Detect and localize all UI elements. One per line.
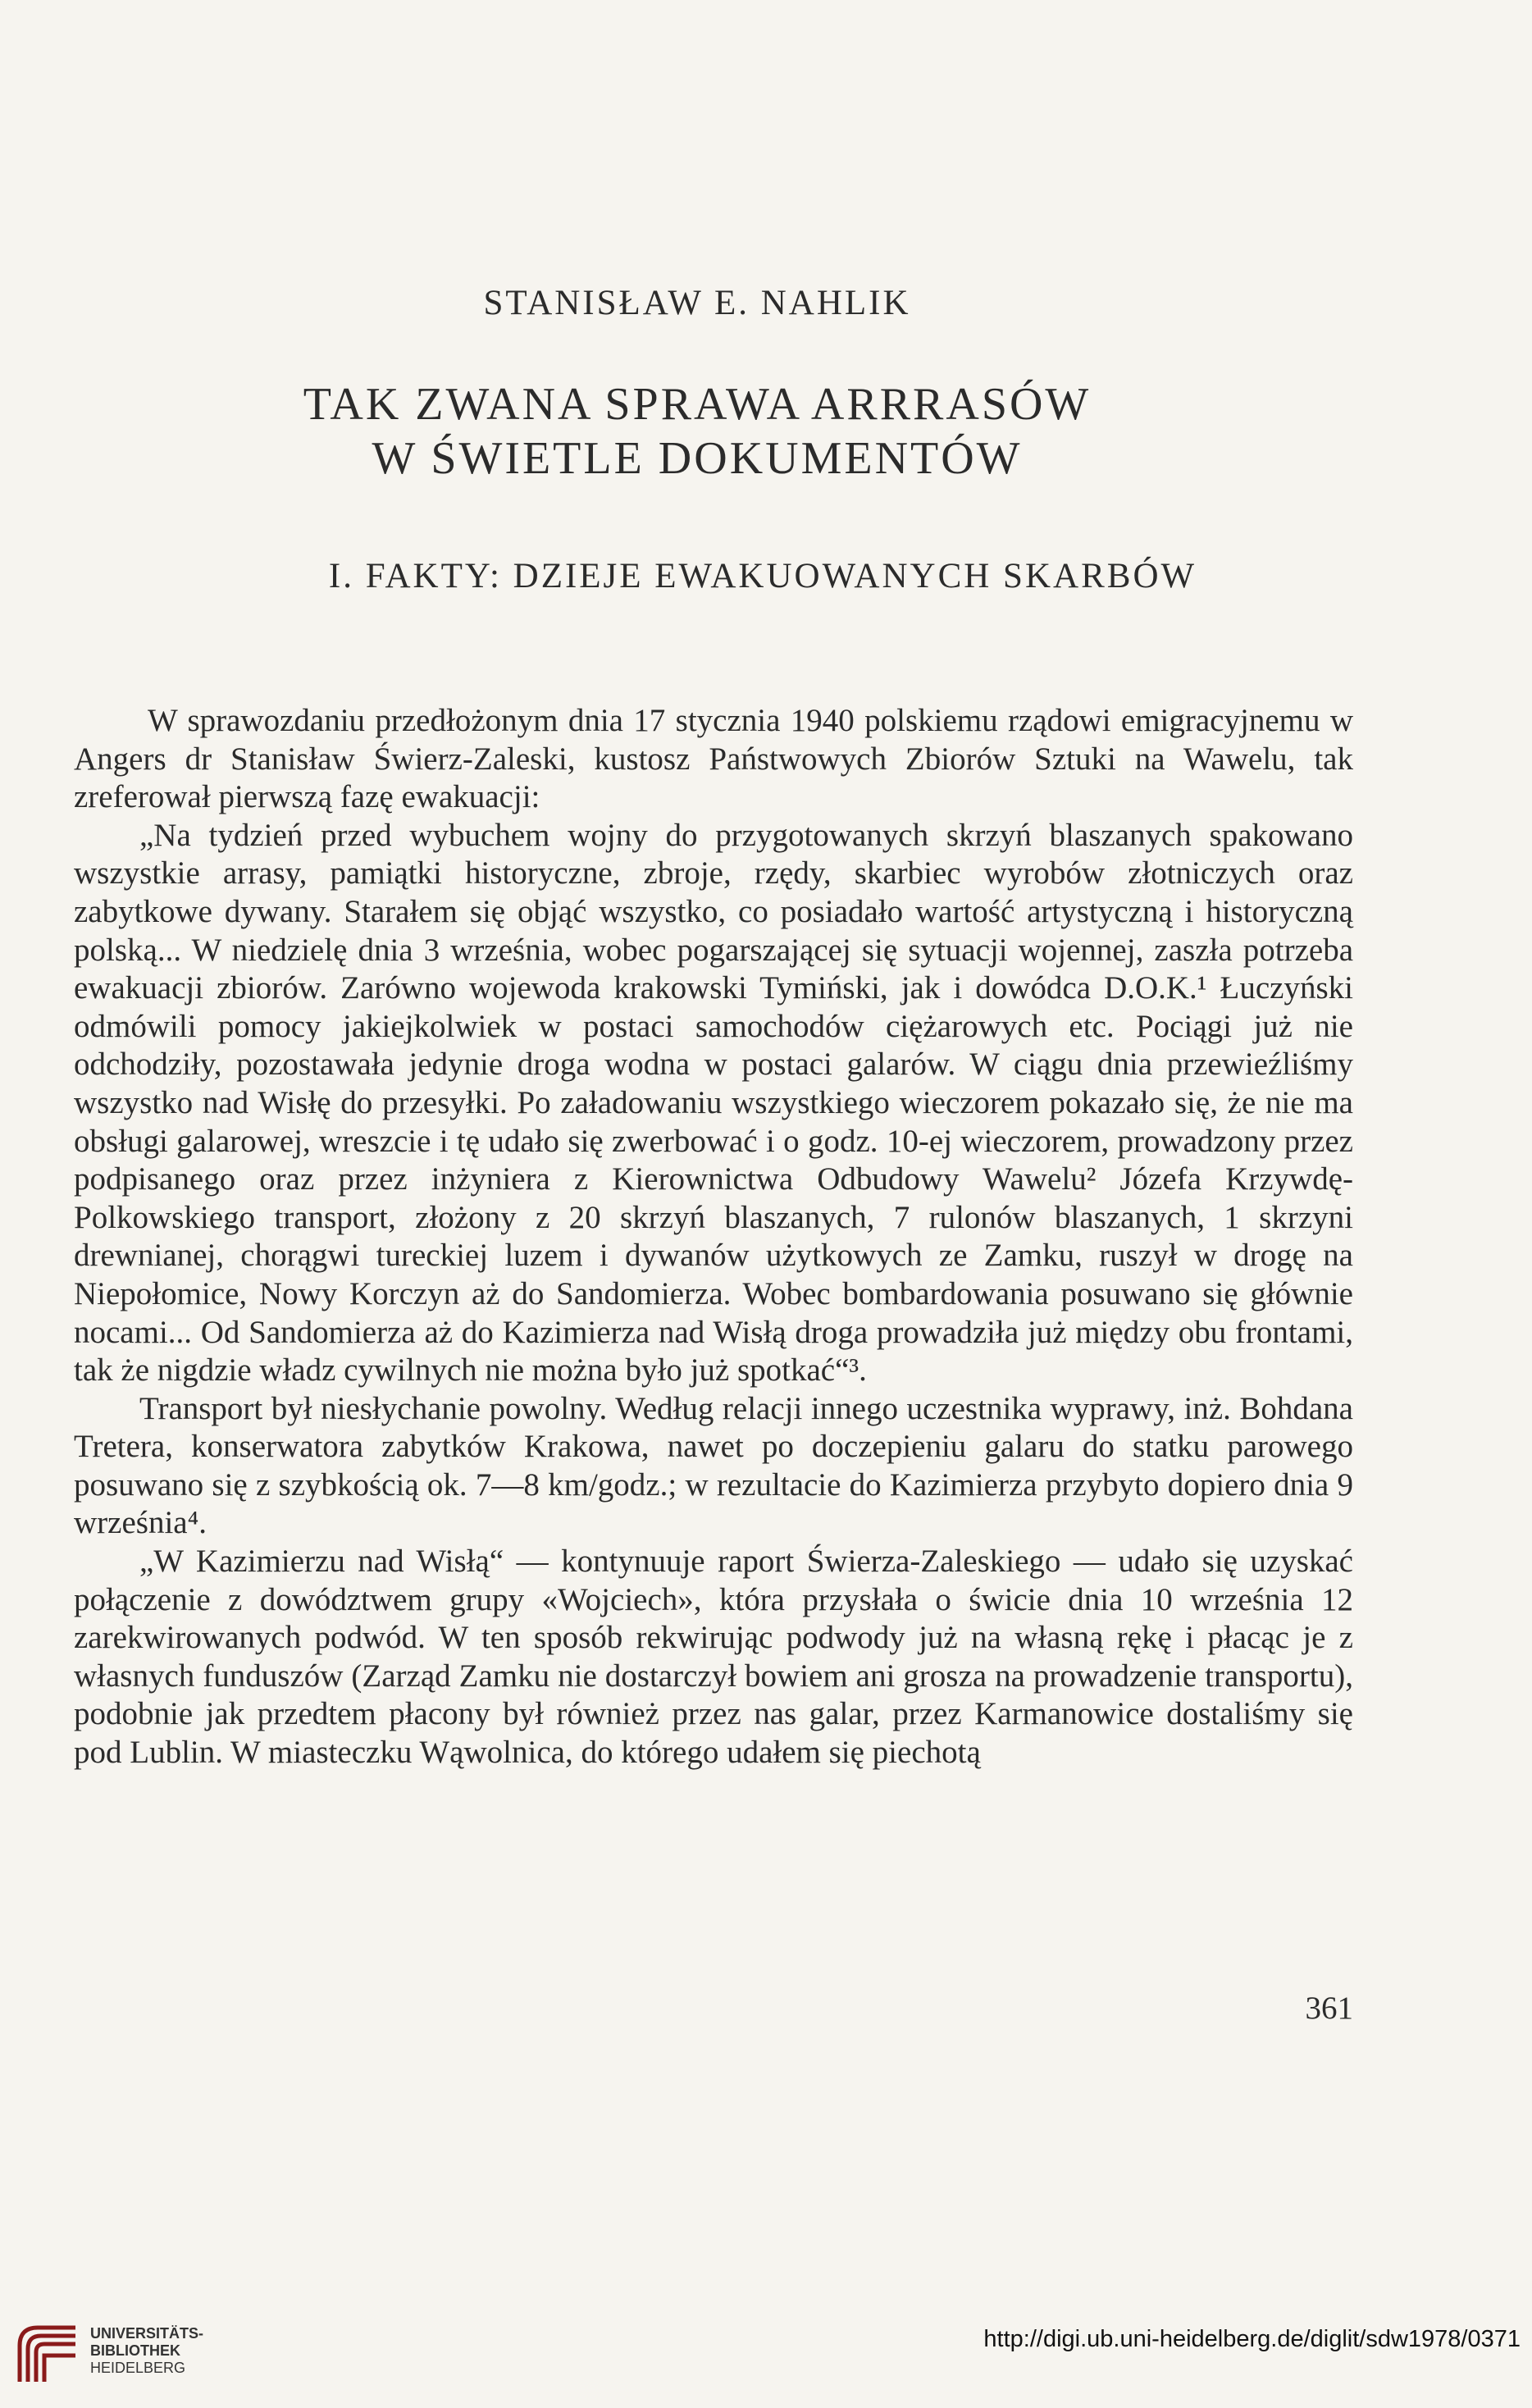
title-line-1: TAK ZWANA SPRAWA ARRRASÓW <box>303 379 1092 430</box>
library-name <box>90 2325 203 2377</box>
source-url-link[interactable]: http://digi.ub.uni-heidelberg.de/diglit/sdw1978/0371 <box>983 2326 1521 2352</box>
paragraph: „W Kazimierzu nad Wisłą“ — kontynuuje raport Świerza-Zaleskiego — udało się uzyskać połączenie z dowództwem grupy «Wojciech», która przysłała o świcie dnia 10 września 12 zarekwirowanych podwód. W ten sposób rekwirując podwody już na własną rękę i płacąc je z własnych funduszów (Zarząd Zamku nie dostarczył bowiem ani grosza na prowadzenie transportu), podobnie jak przedtem płacony był również przez nas galar, przez Karmanowice dostaliśmy się pod Lublin. W miasteczku Wąwolnica, do którego udałem się piechotą <box>74 1544 1353 1771</box>
library-name-line-2: BIBLIOTHEK <box>90 2342 180 2359</box>
body-text <box>74 702 1353 1772</box>
author-name: STANISŁAW E. NAHLIK <box>483 284 911 322</box>
paragraph: W sprawozdaniu przedłożonym dnia 17 stycznia 1940 polskiemu rządowi emigracyjnemu w Angers dr Stanisław Świerz-Zaleski, kustosz Państwowych Zbiorów Sztuki na Wawelu, tak zreferował pierwszą fazę ewakuacji: <box>74 703 1353 815</box>
section-heading: I. FAKTY: DZIEJE EWAKUOWANYCH SKARBÓW <box>328 557 1197 595</box>
library-name-line-1: UNIVERSITÄTS- <box>90 2325 204 2342</box>
library-name-line-3: HEIDELBERG <box>90 2360 186 2376</box>
title-line-2: W ŚWIETLE DOKUMENTÓW <box>372 433 1023 484</box>
paragraph: „Na tydzień przed wybuchem wojny do przygotowanych skrzyń blaszanych spakowano wszystkie arrasy, pamiątki historyczne, zbroje, rzędy, skarbiec wyrobów złotniczych oraz zabytkowe dywany. Starałem się objąć wszystko, co posiadało wartość artystyczną i historyczną polską... W niedzielę dnia 3 września, wobec pogarszającej się sytuacji wojennej, zaszła potrzeba ewakuacji zbiorów. Zarówno wojewoda krakowski Tymiński, jak i dowódca D.O.K.¹ Łuczyński odmówili pomocy jakiejkolwiek w postaci samochodów ciężarowych etc. Pociągi już nie odchodziły, pozostawała jedynie droga wodna w postaci galarów. W ciągu dnia przewieźliśmy wszystko nad Wisłę do przesyłki. Po załadowaniu wszystkiego wieczorem pokazało się, że nie ma obsługi galarowej, wreszcie i tę udało się zwerbować i o godz. 10-ej wieczorem, prowadzony przez podpisanego oraz przez inżyniera z Kierownictwa Odbudowy Wawelu² Józefa Krzywdę-Polkowskiego transport, złożony z 20 skrzyń blaszanych, 7 rulonów blaszanych, 1 skrzyni drewnianej, chorągwi tureckiej luzem i dywanów użytkowych ze Zamku, ruszył w drogę na Niepołomice, Nowy Korczyn aż do Sandomierza. Wobec bombardowania posuwano się głównie nocami... Od Sandomierza aż do Kazimierza nad Wisłą droga prowadziła już między obu frontami, tak że nigdzie władz cywilnych nie można było już spotkać“³. <box>74 817 1353 1389</box>
footer <box>0 2288 1532 2408</box>
paragraph: Transport był niesłychanie powolny. Według relacji innego uczestnika wyprawy, inż. Bohdana Tretera, konserwatora zabytków Krakowa, nawet po doczepieniu galaru do statku parowego posuwano się z szybkością ok. 7—8 km/godz.; w rezultacie do Kazimierza przybyto dopiero dnia 9 września⁴. <box>74 1390 1353 1541</box>
page-number: 361 <box>1305 1991 1353 2026</box>
university-library-logo <box>15 2321 80 2387</box>
article-title <box>0 377 1394 486</box>
